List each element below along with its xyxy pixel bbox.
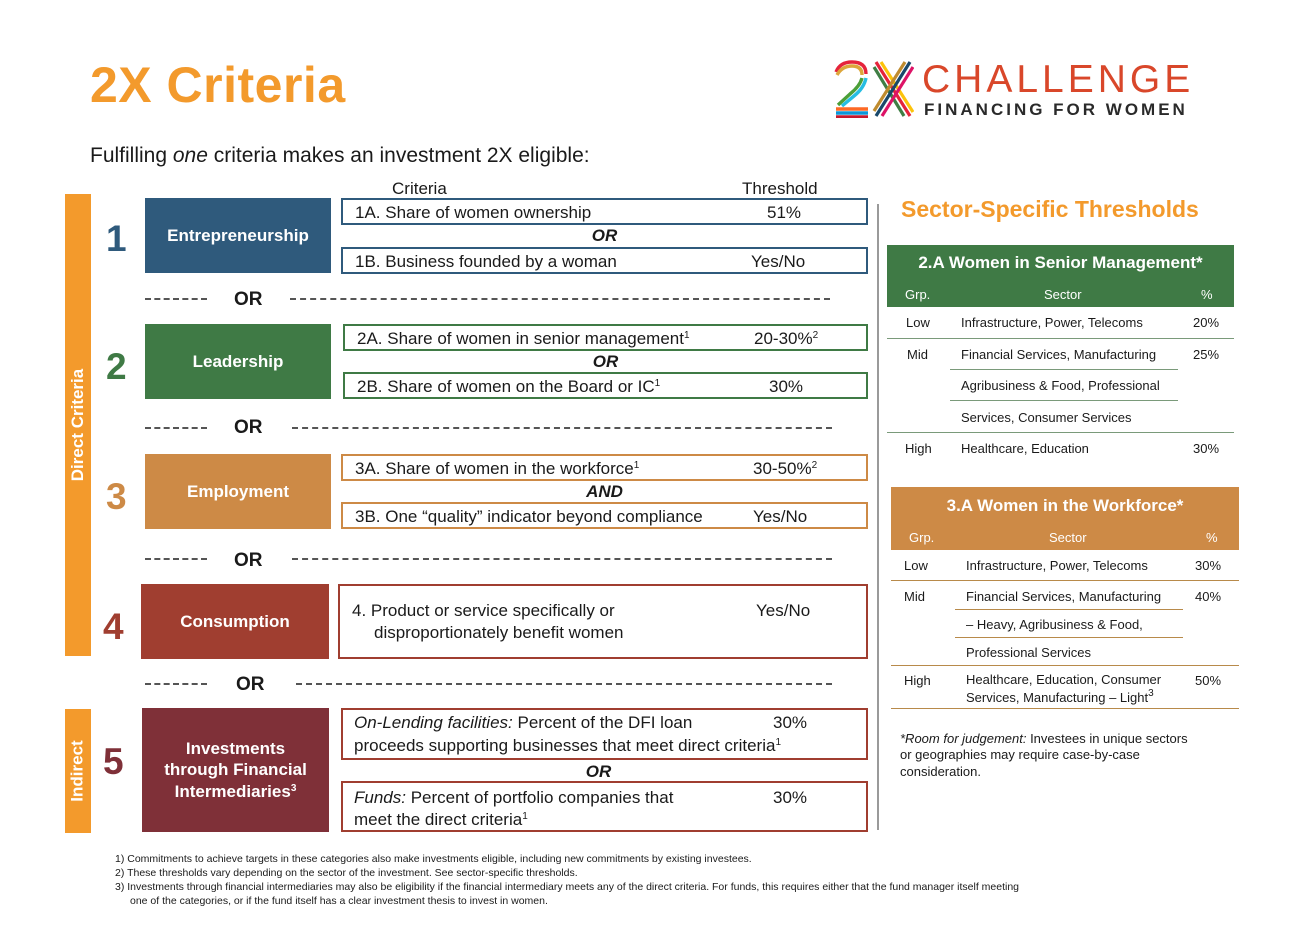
sector-thresholds-title: Sector-Specific Thresholds [901,196,1199,222]
table-cell: High [905,441,932,456]
direct-criteria-bar: Direct Criteria [65,194,91,656]
table-cell: Financial Services, Manufacturing [961,347,1157,362]
criterion-on-lending: On-Lending facilities: Percent of the DFI loan proceeds supporting businesses that meet direct criteria$^1$ 30% [341,708,868,760]
separator-dash [292,427,832,429]
criterion-1b: 1B. Business founded by a woman Yes/No [341,247,868,274]
criterion-3a: 3A. Share of women in the workforce$^1$ 30-50%$^2$ [341,454,868,481]
table-2a-title: 2.A Women in Senior Management* [887,245,1234,281]
table-cell: 25% [1193,347,1220,362]
table-cell: Healthcare, Education [961,441,1089,456]
or-separator: OR [236,674,265,695]
criterion-2a: 2A. Share of women in senior management$^1$ 20-30%$^2$ [343,324,868,351]
table-cell: Low [904,558,928,573]
separator-dash [292,558,832,560]
footnote: 2) These thresholds vary depending on the sector of the investment. See sector-specific thresholds. [115,867,578,879]
separator-dash [290,298,830,300]
2x-challenge-logo [832,58,1222,122]
table-cell: 20% [1193,315,1220,330]
category-employment: Employment [145,454,331,529]
table-cell: 30% [1193,441,1220,456]
panel-divider [877,204,879,830]
row-divider [955,637,1183,638]
category-consumption: Consumption [141,584,329,659]
separator-dash [145,427,207,429]
row-divider [955,609,1183,610]
criteria-joiner: OR [592,352,619,371]
2x-logo-mark [832,60,914,118]
page-title: 2X Criteria [90,57,346,113]
judgement-note: *Room for judgement: Investees in unique sectors or geographies may require case-by-case consideration. [900,731,1188,779]
table-cell: 40% [1195,589,1222,604]
table-cell: Mid [907,347,928,362]
table-cell: 50% [1195,673,1222,688]
table-cell: Infrastructure, Power, Telecoms [961,315,1143,330]
footnote: 3) Investments through financial intermediaries may also be eligibility if the financial intermediary meets any of the direct criteria. For funds, this requires either that the fund manager itself meeting [115,881,1020,893]
table-cell: Services, Consumer Services [961,410,1132,425]
criteria-joiner: OR [591,226,618,245]
separator-dash [145,683,207,685]
or-separator: OR [234,417,263,438]
category-number: 3 [106,476,127,517]
table-2a-header-row: Grp. Sector % [887,281,1234,307]
page-subtitle: Fulfilling one criteria makes an investment 2X eligible: [90,144,590,167]
table-cell: Low [906,315,930,330]
category-number: 2 [106,346,127,387]
separator-dash [296,683,832,685]
table-cell: Mid [904,589,925,604]
or-separator: OR [234,289,263,310]
footnote: 1) Commitments to achieve targets in these categories also make investments eligible, including new commitments by existing investees. [115,853,752,865]
indirect-bar: Indirect [65,709,91,833]
criterion-3b: 3B. One “quality” indicator beyond compliance Yes/No [341,502,868,529]
row-divider [887,338,1234,339]
table-cell: 30% [1195,558,1222,573]
category-number: 1 [106,218,127,259]
category-entrepreneurship: Entrepreneurship [145,198,331,273]
category-financial-intermediaries: Investments through Financial Intermediaries$^3$ [142,708,329,832]
table-cell: High [904,673,931,688]
criteria-joiner: OR [585,762,612,781]
criterion-funds: Funds: Percent of portfolio companies that meet the direct criteria$^1$ 30% [341,781,868,832]
criteria-joiner: AND [586,482,623,501]
separator-dash [145,558,207,560]
table-cell: Infrastructure, Power, Telecoms [966,558,1148,573]
row-divider [950,369,1178,370]
row-divider [950,400,1178,401]
criterion-4: 4. Product or service specifically or disproportionately benefit women Yes/No [338,584,868,659]
category-number: 4 [103,606,124,647]
row-divider [891,580,1239,581]
criteria-column-header: Criteria [392,179,447,198]
table-3a-header-row: Grp. Sector % [891,524,1239,550]
category-leadership: Leadership [145,324,331,399]
separator-dash [145,298,207,300]
criterion-1a: 1A. Share of women ownership 51% [341,198,868,225]
table-cell: – Heavy, Agribusiness & Food, [966,617,1143,632]
or-separator: OR [234,550,263,571]
row-divider [891,708,1239,709]
logo-wordmark: CHALLENGE [922,58,1195,101]
category-number: 5 [103,741,124,782]
row-divider [891,665,1239,666]
footnote: one of the categories, or if the fund itself has a clear investment thesis to invest in women. [130,895,548,907]
criterion-2b: 2B. Share of women on the Board or $IC^1$ 30% [343,372,868,399]
table-cell: Financial Services, Manufacturing [966,589,1162,604]
table-cell: Professional Services [966,645,1091,660]
table-cell: Agribusiness & Food, Professional [961,378,1160,393]
threshold-column-header: Threshold [742,179,818,198]
table-3a-title: 3.A Women in the Workforce* [891,487,1239,524]
table-cell: Healthcare, Education, Consumer Services, Manufacturing – Light$^3$ [966,672,1162,705]
row-divider [887,432,1234,433]
logo-tagline: FINANCING FOR WOMEN [924,100,1188,119]
